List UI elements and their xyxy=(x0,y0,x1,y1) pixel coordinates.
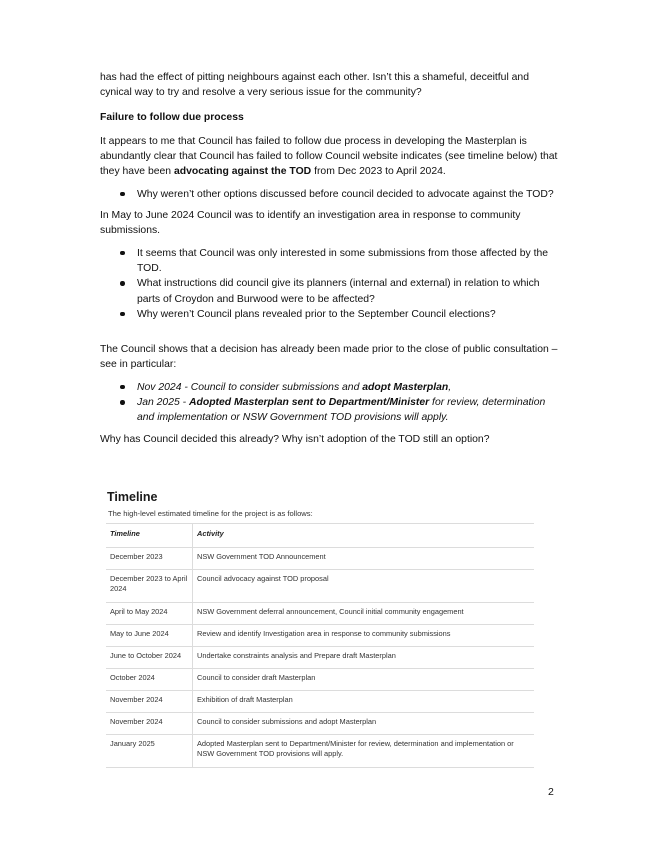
activity-cell: Council to consider submissions and adopt Masterplan xyxy=(193,713,535,735)
bold-text: adopt Masterplan xyxy=(362,381,449,393)
table-row xyxy=(106,570,534,603)
bullet-list-1 xyxy=(100,187,560,202)
timeline-cell: December 2023 to April 2024 xyxy=(106,570,193,603)
timeline-cell: November 2024 xyxy=(106,713,193,735)
bullet-list-2 xyxy=(100,246,560,322)
question-paragraph: Why has Council decided this already? Why isn’t adoption of the TOD still an option? xyxy=(100,433,490,445)
timeline-cell: June to October 2024 xyxy=(106,647,193,669)
activity-cell: Adopted Masterplan sent to Department/Minister for review, determination and implementation or NSW Government TOD provisions will apply. xyxy=(193,735,535,768)
timeline-cell: April to May 2024 xyxy=(106,603,193,625)
timeline-cell: November 2024 xyxy=(106,691,193,713)
table-row xyxy=(106,669,534,691)
activity-cell: Council to consider draft Masterplan xyxy=(193,669,535,691)
timeline-cell: January 2025 xyxy=(106,735,193,768)
timeline-title: Timeline xyxy=(107,490,158,504)
activity-cell: NSW Government TOD Announcement xyxy=(193,548,535,570)
section-heading: Failure to follow due process xyxy=(100,111,244,123)
list-item: What instructions did council give its planners (internal and external) in relation to which parts of Croydon and Burwood were to be affected? xyxy=(137,276,560,307)
activity-cell: Undertake constraints analysis and Prepare draft Masterplan xyxy=(193,647,535,669)
timeline-table xyxy=(106,523,534,768)
investigation-paragraph: In May to June 2024 Council was to identify an investigation area in response to community submissions. xyxy=(100,210,521,237)
timeline-description: The high-level estimated timeline for the project is as follows: xyxy=(108,509,313,518)
document-body xyxy=(100,70,560,454)
bold-text: Adopted Masterplan sent to Department/Minister xyxy=(189,397,430,409)
text-run: from Dec 2023 to April 2024. xyxy=(311,166,446,178)
list-item: It seems that Council was only interested in some submissions from those affected by the TOD. xyxy=(137,246,560,277)
timeline-cell: December 2023 xyxy=(106,548,193,570)
text-run: for review, determination and implementation or NSW Government TOD provisions will apply. xyxy=(137,397,546,424)
decision-paragraph: The Council shows that a decision has already been made prior to the close of public consultation – see in particular: xyxy=(100,344,558,371)
list-item xyxy=(137,395,560,426)
bullet-list-3 xyxy=(100,380,560,426)
table-row xyxy=(106,548,534,570)
activity-cell: Exhibition of draft Masterplan xyxy=(193,691,535,713)
timeline-screenshot xyxy=(106,490,534,768)
text-run: , xyxy=(448,381,452,393)
list-item xyxy=(137,380,560,395)
table-header-row xyxy=(106,524,534,548)
activity-cell: NSW Government deferral announcement, Council initial community engagement xyxy=(193,603,535,625)
activity-cell: Council advocacy against TOD proposal xyxy=(193,570,535,603)
activity-cell: Review and identify Investigation area in response to community submissions xyxy=(193,625,535,647)
intro-paragraph: has had the effect of pitting neighbours against each other. Isn’t this a shameful, deceitful and cynical way to try and resolve a very serious issue for the community? xyxy=(100,72,529,99)
page-number: 2 xyxy=(548,786,554,798)
table-row xyxy=(106,603,534,625)
table-row xyxy=(106,713,534,735)
list-item: Why weren’t Council plans revealed prior to the September Council elections? xyxy=(137,307,560,322)
column-header-activity: Activity xyxy=(193,524,535,548)
timeline-cell: October 2024 xyxy=(106,669,193,691)
table-row xyxy=(106,647,534,669)
table-row xyxy=(106,735,534,768)
list-item: Why weren’t other options discussed before council decided to advocate against the TOD? xyxy=(137,187,560,202)
column-header-timeline: Timeline xyxy=(106,524,193,548)
text-run: Jan 2025 - xyxy=(137,397,189,409)
due-process-paragraph xyxy=(100,134,560,180)
text-run: It appears to me that Council has failed to follow due process in developing the Masterplan is abundantly clear that Council has failed to follow Council website indicates (see timeline below) that they have been xyxy=(100,135,558,178)
timeline-cell: May to June 2024 xyxy=(106,625,193,647)
table-row xyxy=(106,625,534,647)
bold-text: advocating against the TOD xyxy=(173,166,312,178)
text-run: Nov 2024 - Council to consider submissions and xyxy=(137,381,363,393)
table-row xyxy=(106,691,534,713)
